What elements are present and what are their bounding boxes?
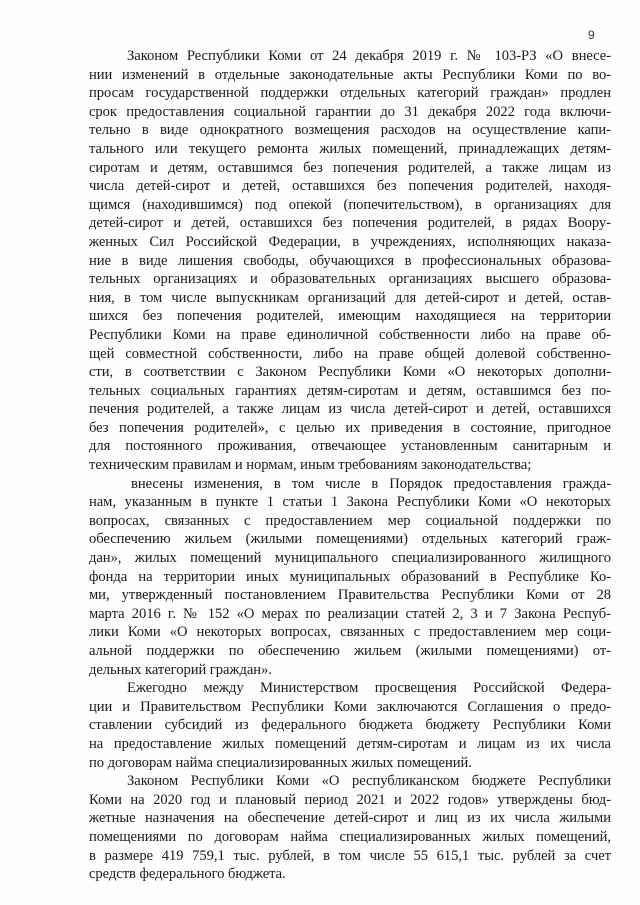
text-line: помещениями по договорам найма специализированных жилых помещений, [89, 828, 611, 845]
text-line: по договорам найма специализированных жилых помещений. [89, 754, 472, 771]
text-line: на предоставление жилых помещений детям-сиротам и лицам из их числа [89, 735, 611, 752]
text-line: сти, в соответствии с Законом Республики Коми «О некоторых дополни- [89, 364, 611, 381]
text-line: для постоянного проживания, отвечающее установленным санитарным и [89, 438, 611, 455]
text-line: сиротам и детям, оставшимся без попечения родителей, а также лицам из [89, 159, 611, 176]
text-line: числа детей-сирот и детей, оставшихся без попечения родителей, находя- [89, 178, 611, 195]
text-line: детей-сирот и детей, оставшихся без попечения родителей, в рядах Воору- [89, 215, 611, 232]
paragraph [89, 772, 611, 884]
text-line: Ежегодно между Министерством просвещения Российской Федера- [127, 680, 611, 697]
text-line: тального или текущего ремонта жилых помещений, принадлежащих детям- [89, 140, 611, 157]
text-line: вопросах, связанных с предоставлением мер социальной поддержки по [89, 512, 611, 529]
text-line: нам, указанным в пункте 1 статьи 1 Закона Республики Коми «О некоторых [89, 494, 611, 511]
text-line: без попечения родителей», с целью их приведения в состояние, пригодное [89, 419, 611, 436]
text-line: дельных категорий граждан». [89, 661, 272, 678]
text-line: нии изменений в отдельные законодательные акты Республики Коми по во- [89, 66, 611, 83]
paragraph [89, 679, 611, 772]
text-line: техническим правилам и нормам, иным требованиям законодательства; [89, 457, 532, 474]
text-line: ставлении субсидий из федерального бюджета бюджету Республики Коми [89, 717, 611, 734]
text-line: тельных социальных гарантиях детям-сиротам и детям, оставшимся без по- [89, 382, 611, 399]
text-line: дан», жилых помещений муниципального специализированного жилищного [89, 550, 611, 567]
text-line: шихся без попечения родителей, имеющим находящиеся на территории [89, 308, 611, 325]
text-line: Коми на 2020 год и плановый период 2021 и 2022 годов» утверждены бюд- [89, 791, 611, 808]
text-line: обеспечению жильем (жилыми помещениями) отдельных категорий граж- [89, 531, 611, 548]
text-line: внесены изменения, в том числе в Порядок предоставления гражда- [131, 475, 611, 492]
text-line: срок предоставления социальной гарантии до 31 декабря 2022 года включи- [89, 103, 611, 120]
text-line: ми, утвержденный постановлением Правительства Республики Коми от 28 [89, 587, 611, 604]
text-line: просам государственной поддержки отдельных категорий граждан» продлен [89, 85, 611, 102]
text-line: марта 2016 г. № 152 «О мерах по реализации статей 2, 3 и 7 Закона Респуб- [89, 605, 611, 622]
text-line: ния, в том числе выпускникам организаций для детей-сирот и детей, остав- [89, 289, 611, 306]
text-line: тельно в виде однократного возмещения расходов на осуществление капи- [89, 122, 611, 139]
paragraph [89, 47, 611, 475]
text-line: щей совместной собственности, либо на праве общей долевой собственно- [89, 345, 611, 362]
text-line: лики Коми «О некоторых вопросах, связанных с предоставлением мер соци- [89, 624, 611, 641]
text-line: Законом Республики Коми «О республиканском бюджете Республики [127, 773, 611, 790]
text-line: средств федерального бюджета. [89, 866, 286, 883]
page-number: 9 [588, 28, 595, 42]
text-line: ние в виде лишения свободы, обучающихся в профессиональных образова- [89, 252, 611, 269]
text-line: жетные назначения на обеспечение детей-сирот и лиц из их числа жилыми [89, 810, 611, 827]
text-line: ции и Правительством Республики Коми заключаются Соглашения о предо- [89, 698, 611, 715]
text-line: щимся (находившимся) под опекой (попечительством), в организациях для [89, 196, 611, 213]
text-line: Республики Коми на праве единоличной собственности либо на праве об- [89, 326, 611, 343]
text-line: Законом Республики Коми от 24 декабря 2019 г. № 103-РЗ «О внесе- [127, 48, 611, 64]
document-body [89, 47, 611, 884]
paragraph [89, 475, 611, 680]
text-line: тельных организациях и образовательных организациях высшего образова- [89, 271, 611, 288]
text-line: фонда на территории иных муниципальных образований в Республике Ко- [89, 568, 611, 585]
text-line: альной поддержки по обеспечению жильем (жилыми помещениями) от- [89, 643, 611, 659]
text-line: женных Сил Российской Федерации, в учреждениях, исполняющих наказа- [89, 233, 611, 250]
text-line: печения родителей, а также лицам из числа детей-сирот и детей, оставшихся [89, 401, 611, 418]
text-line: в размере 419 759,1 тыс. рублей, в том числе 55 615,1 тыс. рублей за счет [89, 847, 611, 864]
